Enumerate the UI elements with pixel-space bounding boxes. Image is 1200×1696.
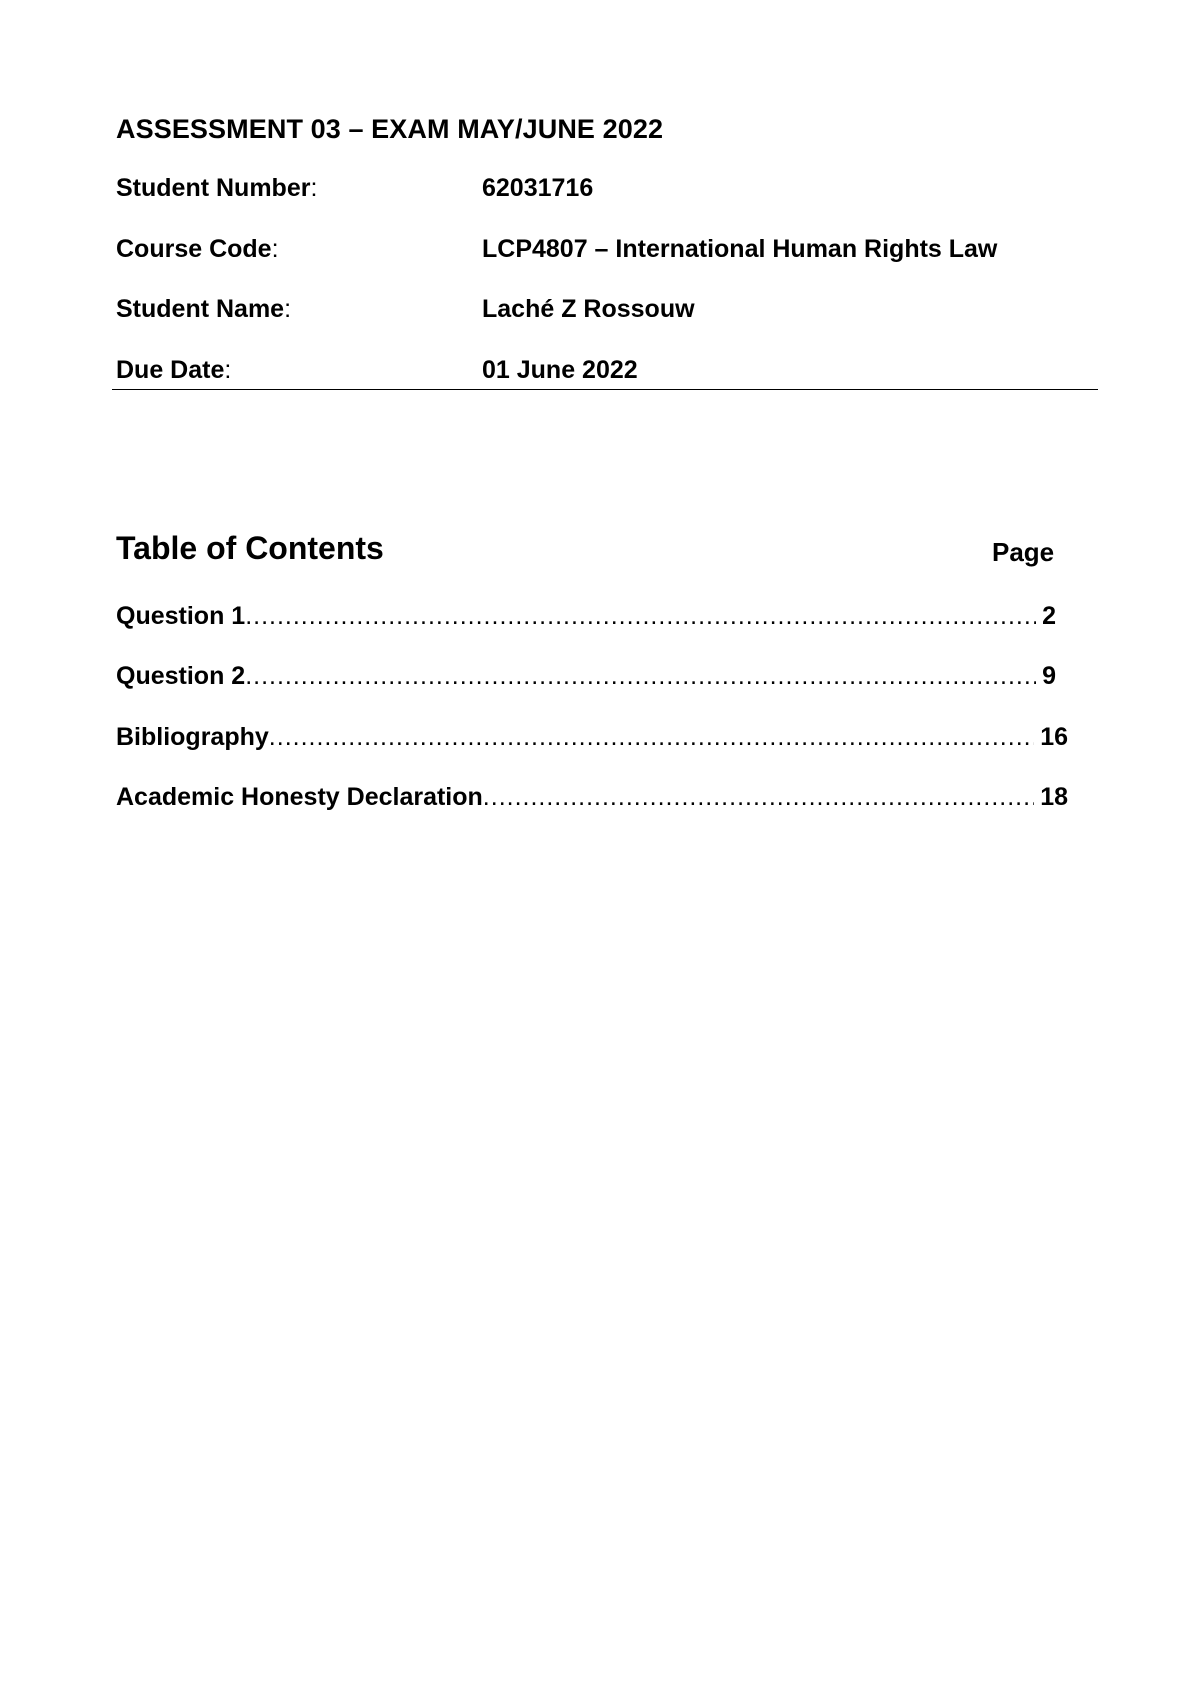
- toc-entry-question-1[interactable]: [116, 602, 1056, 636]
- toc-dot-leader: [245, 662, 1036, 691]
- toc-heading: Table of Contents: [116, 530, 384, 566]
- toc-entry-label: Academic Honesty Declaration: [116, 783, 483, 811]
- toc-entry-page: 16: [1040, 723, 1068, 751]
- toc-dot-leader: [269, 723, 1034, 752]
- exam-title: ASSESSMENT 03 – EXAM MAY/JUNE 2022: [116, 114, 664, 144]
- toc-entry-label: Bibliography: [116, 723, 269, 751]
- student-number-row: [116, 174, 1106, 208]
- toc-entry-bibliography[interactable]: [116, 723, 1068, 757]
- student-name-label: Student Name:: [116, 295, 292, 323]
- student-number-value: 62031716: [482, 174, 594, 202]
- toc-dot-leader: [245, 602, 1036, 631]
- toc-page-heading: Page: [992, 537, 1055, 567]
- header-divider: [112, 389, 1098, 390]
- student-number-label: Student Number:: [116, 174, 318, 202]
- student-name-value: Laché Z Rossouw: [482, 295, 695, 323]
- toc-entry-academic-honesty-declaration[interactable]: [116, 783, 1068, 817]
- toc-entry-label: Question 1: [116, 602, 246, 630]
- toc-entry-page: 9: [1042, 662, 1056, 690]
- course-code-label: Course Code:: [116, 235, 279, 263]
- toc-entry-label: Question 2: [116, 662, 246, 690]
- toc-entry-question-2[interactable]: [116, 662, 1056, 696]
- due-date-label: Due Date:: [116, 356, 232, 384]
- toc-entry-page: 18: [1040, 783, 1068, 811]
- toc-dot-leader: [483, 783, 1034, 812]
- due-date-value: 01 June 2022: [482, 356, 638, 384]
- course-code-value: LCP4807 – International Human Rights Law: [482, 235, 998, 263]
- due-date-row: [116, 356, 1106, 390]
- student-name-row: [116, 295, 1106, 329]
- course-code-row: [116, 235, 1106, 269]
- toc-entry-page: 2: [1042, 602, 1056, 630]
